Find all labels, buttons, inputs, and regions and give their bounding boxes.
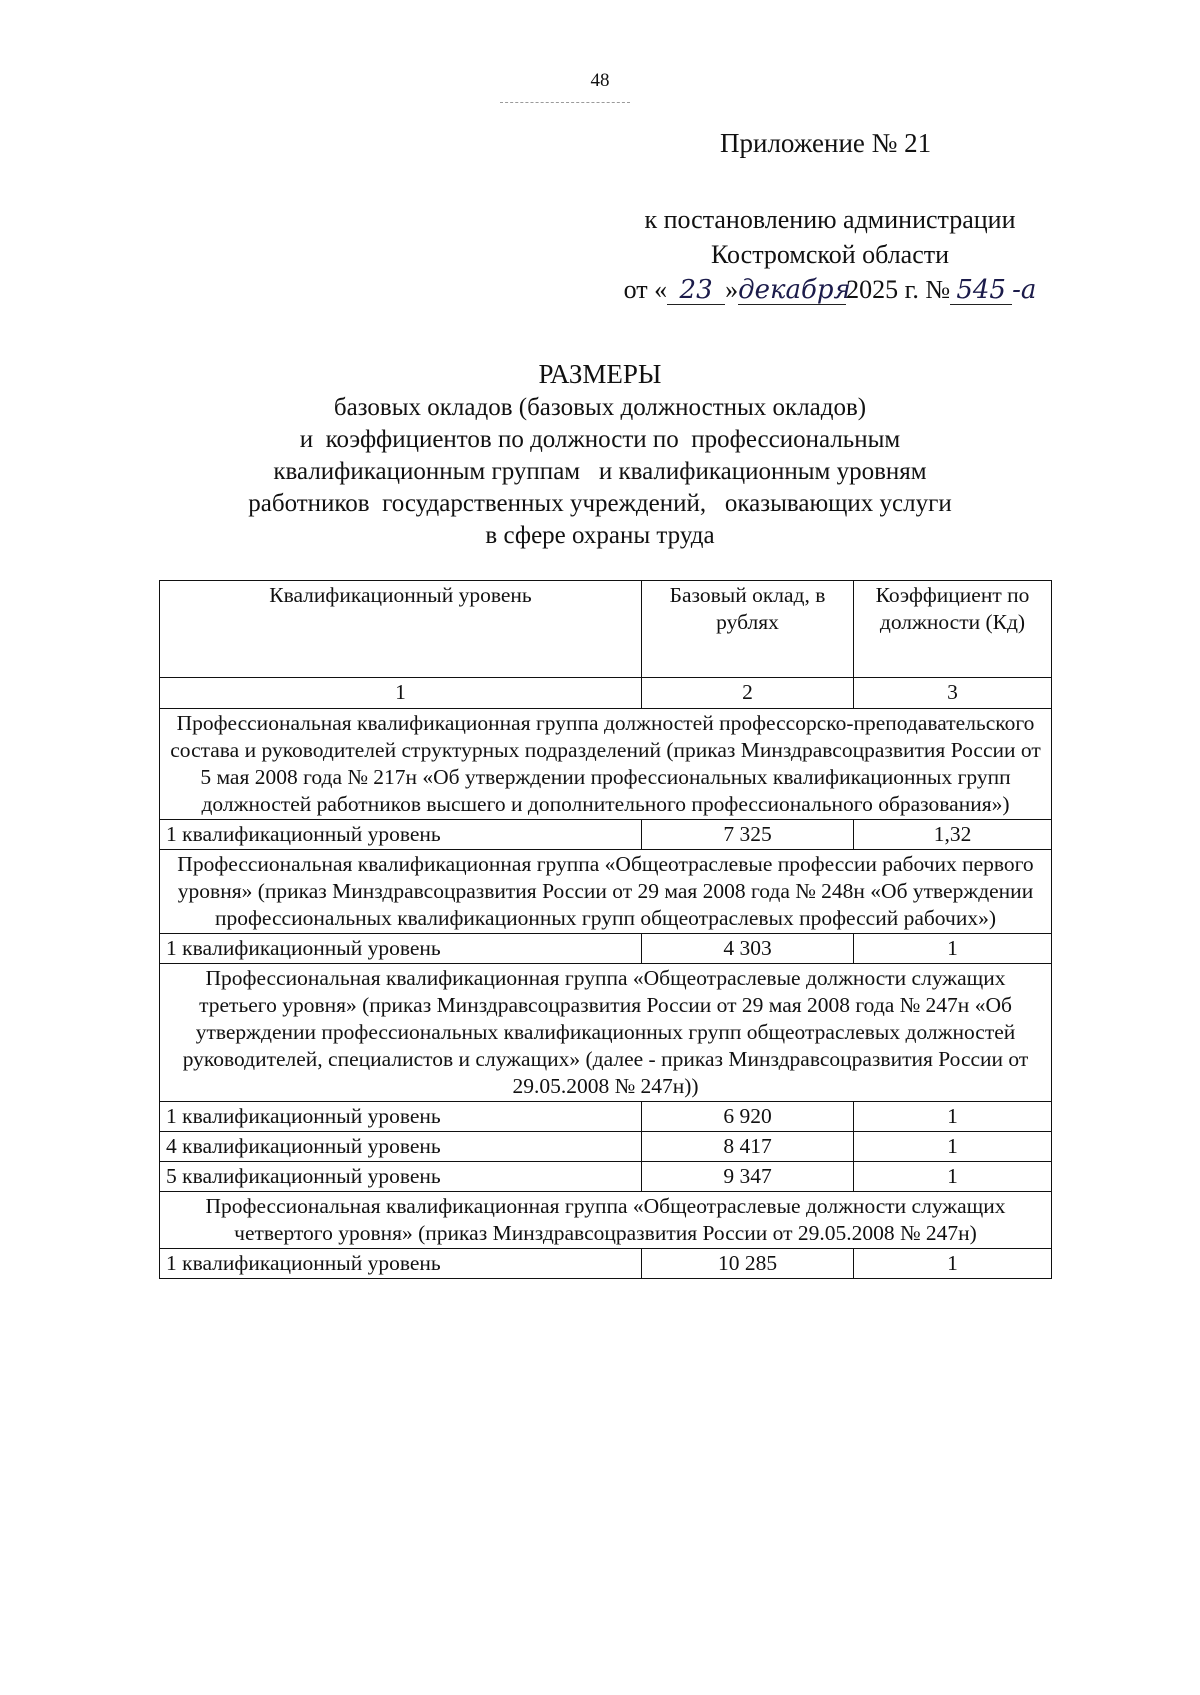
table-header-row xyxy=(160,581,1052,678)
handwritten-day: 23 xyxy=(667,276,725,305)
salary-cell: 8 417 xyxy=(642,1132,854,1162)
coefficient-cell: 1 xyxy=(854,1132,1052,1162)
group-title: Профессиональная квалификационная группа «Общеотраслевые профессии рабочих первого уровня» (приказ Минздравсоцразвития России от 29 мая 2008 года № 248н «Об утверждении профессиональных квалификационных групп общеотраслевых профессий рабочих») xyxy=(160,850,1052,934)
salary-cell: 6 920 xyxy=(642,1102,854,1132)
group-title-row xyxy=(160,964,1052,1102)
group-title-row xyxy=(160,850,1052,934)
resolution-header xyxy=(600,202,1060,308)
salary-cell: 9 347 xyxy=(642,1162,854,1192)
group-title: Профессиональная квалификационная группа должностей профессорско-преподавательского состава и руководителей структурных подразделений (приказ Минздравсоцразвития России от 5 мая 2008 года № 217н «Об утверждении профессиональных квалификационных групп должностей работников высшего и дополнительного профессионального образования») xyxy=(160,709,1052,820)
date-prefix: от « xyxy=(623,275,668,304)
resolution-date-line xyxy=(600,272,1060,308)
column-header-salary: Базовый оклад, в рублях xyxy=(642,581,854,678)
level-cell: 4 квалификационный уровень xyxy=(160,1132,642,1162)
group-title: Профессиональная квалификационная группа «Общеотраслевые должности служащих третьего уровня» (приказ Минздравсоцразвития России от 29 мая 2008 года № 247н «Об утверждении профессиональных квалификационных групп общеотраслевых должностей руководителей, специалистов и служащих» (далее - приказ Минздравсоцразвития России от 29.05.2008 № 247н)) xyxy=(160,964,1052,1102)
table-row xyxy=(160,1132,1052,1162)
coefficient-cell: 1 xyxy=(854,1102,1052,1132)
date-year: 2025 г. № xyxy=(846,275,951,304)
document-subtitle xyxy=(0,392,1200,552)
table-row xyxy=(160,820,1052,850)
subtitle-line: и коэффициентов по должности по профессиональным xyxy=(299,426,901,453)
level-cell: 1 квалификационный уровень xyxy=(160,820,642,850)
document-title: РАЗМЕРЫ xyxy=(538,359,662,389)
resolution-header-line-2: Костромской области xyxy=(710,240,950,269)
level-cell: 1 квалификационный уровень xyxy=(160,1249,642,1279)
subtitle-line: в сфере охраны труда xyxy=(485,522,715,549)
column-header-coefficient: Коэффициент по должности (Кд) xyxy=(854,581,1052,678)
resolution-header-line-1: к постановлению администрации xyxy=(644,205,1016,234)
column-number-row xyxy=(160,678,1052,709)
column-header-level: Квалификационный уровень xyxy=(160,581,642,678)
handwritten-doc-number: 545 xyxy=(950,276,1012,305)
level-cell: 5 квалификационный уровень xyxy=(160,1162,642,1192)
salary-cell: 7 325 xyxy=(642,820,854,850)
column-number: 3 xyxy=(854,678,1052,709)
salary-table xyxy=(159,580,1052,1279)
group-title-row xyxy=(160,1192,1052,1249)
coefficient-cell: 1,32 xyxy=(854,820,1052,850)
level-cell: 1 квалификационный уровень xyxy=(160,1102,642,1132)
salary-cell: 4 303 xyxy=(642,934,854,964)
page-number: 48 xyxy=(590,70,610,91)
group-title-row xyxy=(160,709,1052,820)
salary-cell: 10 285 xyxy=(642,1249,854,1279)
coefficient-cell: 1 xyxy=(854,1249,1052,1279)
subtitle-line: базовых окладов (базовых должностных окладов) xyxy=(333,394,867,421)
subtitle-line: работников государственных учреждений, оказывающих услуги xyxy=(248,490,952,517)
column-number: 1 xyxy=(160,678,642,709)
table-row xyxy=(160,1102,1052,1132)
group-title: Профессиональная квалификационная группа «Общеотраслевые должности служащих четвертого уровня» (приказ Минздравсоцразвития России от 29.05.2008 № 247н) xyxy=(160,1192,1052,1249)
table-row xyxy=(160,934,1052,964)
page-number-rule xyxy=(500,102,630,103)
date-mid: » xyxy=(725,275,739,304)
appendix-title: Приложение № 21 xyxy=(720,128,932,158)
table-row xyxy=(160,1162,1052,1192)
coefficient-cell: 1 xyxy=(854,934,1052,964)
level-cell: 1 квалификационный уровень xyxy=(160,934,642,964)
table-row xyxy=(160,1249,1052,1279)
coefficient-cell: 1 xyxy=(854,1162,1052,1192)
handwritten-doc-suffix: -а xyxy=(1012,275,1037,305)
handwritten-month: декабря xyxy=(738,275,851,305)
subtitle-line: квалификационным группам и квалификационным уровням xyxy=(273,458,927,485)
column-number: 2 xyxy=(642,678,854,709)
